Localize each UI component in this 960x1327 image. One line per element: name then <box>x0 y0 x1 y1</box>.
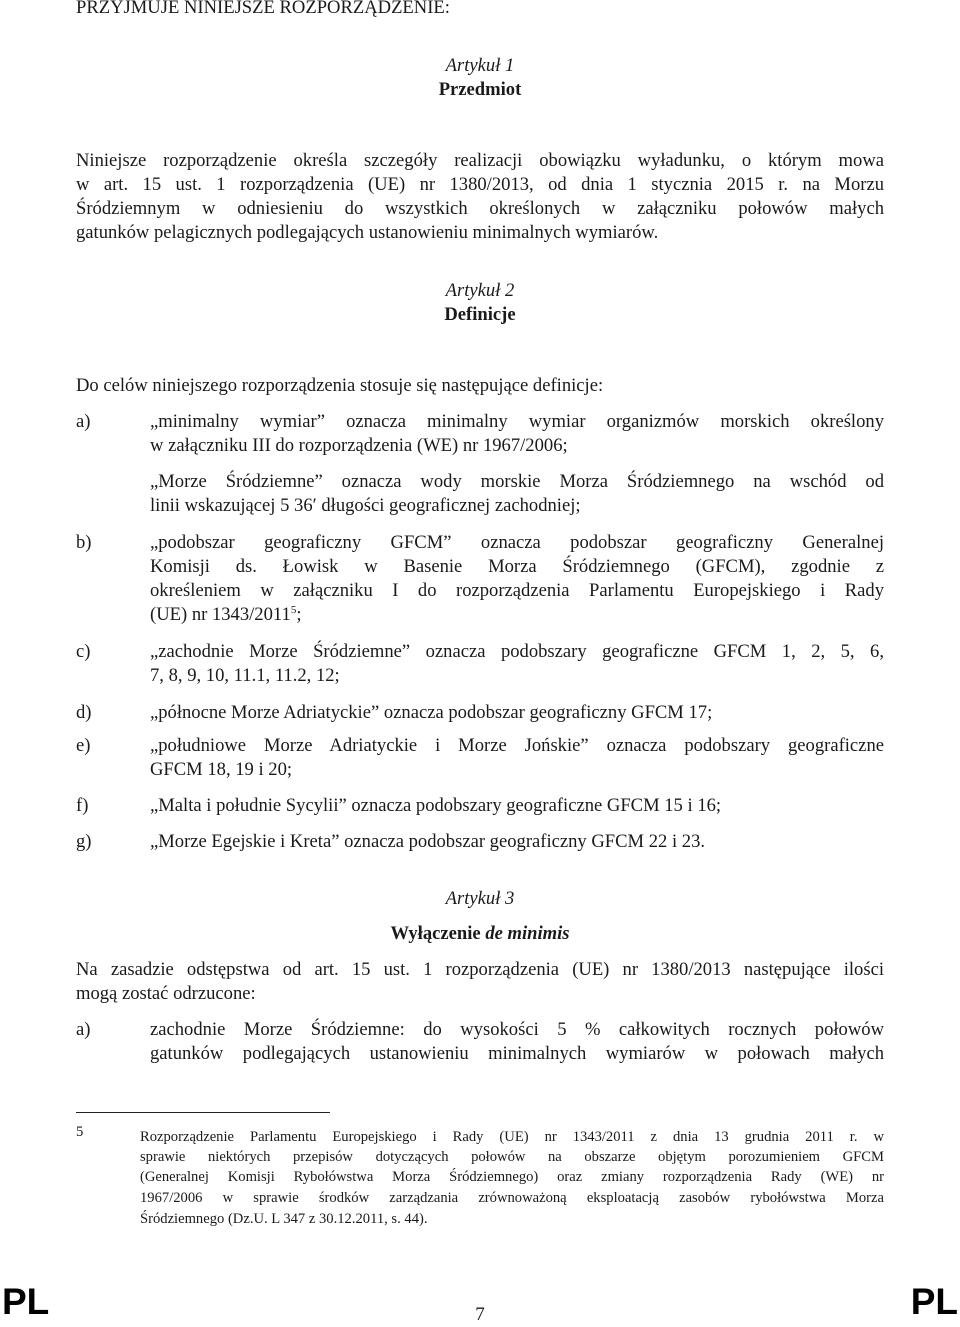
definition-line: w załączniku III do rozporządzenia (WE) nr 1967/2006; <box>150 435 568 456</box>
definition-line: „południowe Morze Adriatyckie i Morze Jońskie” oznacza podobszary geograficzne <box>150 735 884 756</box>
definition-line: określeniem w załączniku I do rozporządzenia Parlamentu Europejskiego i Rady <box>150 580 884 601</box>
article-2-number: Artykuł 2 <box>445 280 515 301</box>
footnote-separator <box>76 1112 330 1113</box>
footnote-marker: 5 <box>76 1124 84 1140</box>
footnote-reference[interactable]: 5 <box>290 603 297 616</box>
definition-line: „podobszar geograficzny GFCM” oznacza podobszar geograficzny Generalnej <box>150 532 884 553</box>
article-3-number: Artykuł 3 <box>445 888 515 909</box>
definition-line: „minimalny wymiar” oznacza minimalny wymiar organizmów morskich określony <box>150 411 884 432</box>
article-3-intro-line: Na zasadzie odstępstwa od art. 15 ust. 1 rozporządzenia (UE) nr 1380/2013 następujące ilości <box>76 959 884 980</box>
article-1-line: w art. 15 ust. 1 rozporządzenia (UE) nr 1380/2013, od dnia 1 stycznia 2015 r. na Morzu <box>76 174 884 195</box>
definition-line: „Malta i południe Sycylii” oznacza podobszary geograficzne GFCM 15 i 16; <box>150 795 722 816</box>
item-label-a: a) <box>76 411 91 432</box>
footnote-line: Śródziemnego (Dz.U. L 347 z 30.12.2011, s. 44). <box>140 1211 428 1227</box>
definition-line: 7, 8, 9, 10, 11.1, 11.2, 12; <box>150 665 340 686</box>
item-label-g: g) <box>76 831 92 852</box>
exemption-line: zachodnie Morze Śródziemne: do wysokości 5 % całkowitych rocznych połowów <box>150 1019 884 1040</box>
definition-text: (UE) nr 1343/2011 <box>150 604 291 625</box>
item-label-f: f) <box>76 795 89 816</box>
item-label-d: d) <box>76 702 92 723</box>
article-3-title <box>0 922 960 946</box>
definition-line: „Morze Egejskie i Kreta” oznacza podobszar geograficzny GFCM 22 i 23. <box>150 831 706 852</box>
footnote-line: (Generalnej Komisji Rybołówstwa Morza Śródziemnego) oraz zmiany rozporządzenia Rady (WE) nr <box>140 1169 884 1185</box>
definition-line: Komisji ds. Łowisk w Basenie Morza Śródziemnego (GFCM), zgodnie z <box>150 556 884 577</box>
article-3-title-latin: de minimis <box>485 923 570 944</box>
definition-text-tail: ; <box>296 604 302 625</box>
exemption-line: gatunków podlegających ustanowieniu minimalnych wymiarów w połowach małych <box>150 1043 884 1064</box>
item-label-e: e) <box>76 735 91 756</box>
item-label-c: c) <box>76 641 91 662</box>
page-number: 7 <box>475 1304 485 1325</box>
definition-line: „północne Morze Adriatyckie” oznacza podobszar geograficzny GFCM 17; <box>150 702 713 723</box>
article-1-line: Śródziemnym w odniesieniu do wszystkich określonych w załączniku połowów małych <box>76 198 884 219</box>
footnote-line: Rozporządzenie Parlamentu Europejskiego i Rady (UE) nr 1343/2011 z dnia 13 grudnia 2011 r. w <box>140 1129 884 1145</box>
language-code-right: PL <box>910 1281 958 1322</box>
footnote-line: 1967/2006 w sprawie środków zarządzania zrównoważoną eksploatacją zasobów rybołówstwa Morza <box>140 1190 884 1206</box>
item-label-b: b) <box>76 532 92 553</box>
exemption-label-a: a) <box>76 1019 91 1040</box>
enacting-formula: PRZYJMUJE NINIEJSZE ROZPORZĄDZENIE: <box>76 0 450 18</box>
definition-line: linii wskazującej 5 36′ długości geograficznej zachodniej; <box>150 495 581 516</box>
definitions-intro: Do celów niniejszego rozporządzenia stosuje się następujące definicje: <box>76 375 604 396</box>
article-1-line: Niniejsze rozporządzenie określa szczegóły realizacji obowiązku wyładunku, o którym mowa <box>76 150 884 171</box>
article-3-title-text: Wyłączenie <box>390 923 486 944</box>
article-1-number: Artykuł 1 <box>445 55 515 76</box>
definition-line: „zachodnie Morze Śródziemne” oznacza podobszary geograficzne GFCM 1, 2, 5, 6, <box>150 641 884 662</box>
footnote-line: sprawie niektórych przepisów dotyczących połowów na obszarze objętym porozumieniem GFCM <box>140 1149 884 1165</box>
article-1-line: gatunków pelagicznych podlegających ustanowieniu minimalnych wymiarów. <box>76 222 659 243</box>
definition-line <box>150 603 301 627</box>
article-1-title: Przedmiot <box>438 79 522 100</box>
definition-line: GFCM 18, 19 i 20; <box>150 759 293 780</box>
definition-line: „Morze Śródziemne” oznacza wody morskie Morza Śródziemnego na wschód od <box>150 471 884 492</box>
article-2-title: Definicje <box>444 304 516 325</box>
article-3-intro-line: mogą zostać odrzucone: <box>76 983 256 1004</box>
language-code-left: PL <box>2 1281 50 1322</box>
